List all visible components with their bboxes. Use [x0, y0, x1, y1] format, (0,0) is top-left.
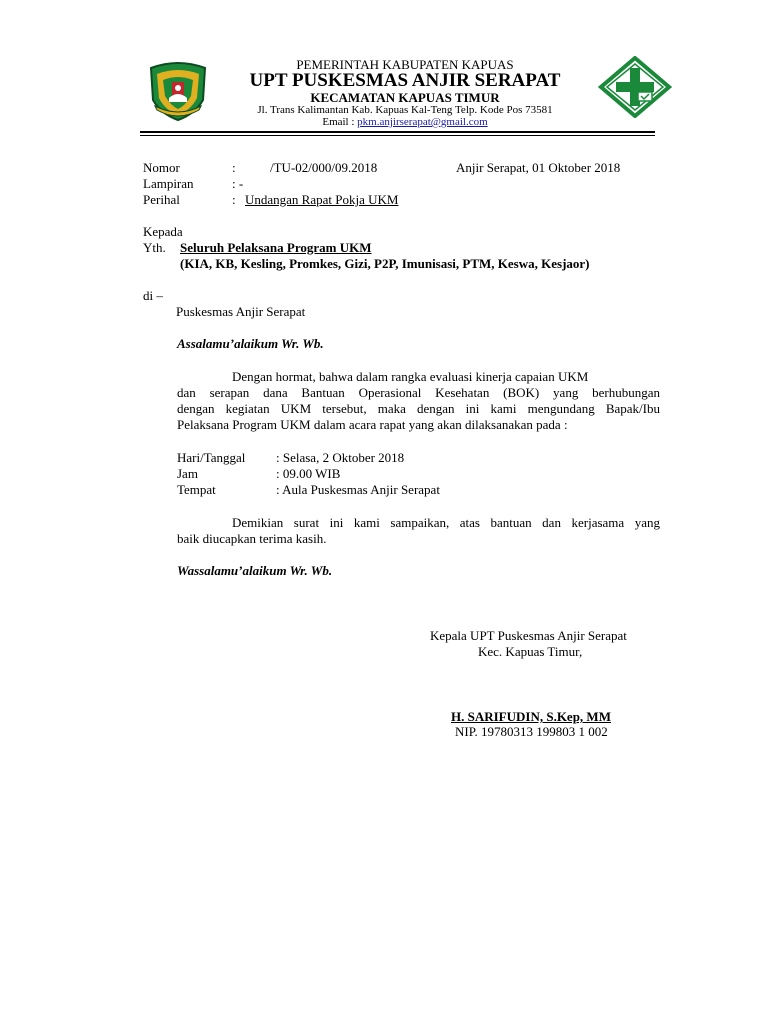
di-label: di – [143, 288, 163, 303]
lampiran-label: Lampiran [143, 176, 194, 191]
letterhead-rule-thin [140, 135, 655, 136]
detail-label-hari: Hari/Tanggal [177, 450, 246, 465]
signature-name: H. SARIFUDIN, S.Kep, MM [451, 709, 611, 724]
yth-label: Yth. [143, 240, 166, 255]
detail-value-jam: : 09.00 WIB [276, 466, 341, 481]
puskesmas-cross-logo-icon [598, 56, 672, 118]
detail-label-tempat: Tempat [177, 482, 216, 497]
para1-line3: dengan kegiatan UKM tersebut, maka dengan ini kami mengundang Bapak/Ibu [177, 401, 660, 416]
signature-title1: Kepala UPT Puskesmas Anjir Serapat [430, 628, 627, 643]
perihal-colon: : [232, 192, 236, 207]
letterhead-district: KECAMATAN KAPUAS TIMUR [310, 90, 500, 105]
signature-nip: NIP. 19780313 199803 1 002 [455, 724, 608, 739]
letterhead-rule-thick [140, 131, 655, 133]
place-date: Anjir Serapat, 01 Oktober 2018 [456, 160, 621, 175]
letterhead-org: UPT PUSKESMAS ANJIR SERAPAT [249, 70, 561, 91]
perihal-value: Undangan Rapat Pokja UKM [245, 192, 399, 207]
letterhead-email-row [210, 116, 600, 128]
lampiran-value: : - [232, 176, 244, 191]
para1-line1: Dengan hormat, bahwa dalam rangka evaluasi kinerja capaian UKM [232, 369, 589, 384]
nomor-label: Nomor [143, 160, 180, 175]
closing-line2: baik diucapkan terima kasih. [177, 531, 327, 546]
detail-value-hari: : Selasa, 2 Oktober 2018 [276, 450, 405, 465]
nomor-colon: : [232, 160, 236, 175]
detail-label-jam: Jam [177, 466, 198, 481]
recipient-place: Puskesmas Anjir Serapat [176, 304, 306, 319]
letterhead-address: Jl. Trans Kalimantan Kab. Kapuas Kal-Teng Telp. Kode Pos 73581 [257, 104, 553, 116]
farewell: Wassalamu’alaikum Wr. Wb. [177, 563, 333, 578]
perihal-label: Perihal [143, 192, 180, 207]
greeting: Assalamu’alaikum Wr. Wb. [177, 336, 324, 351]
detail-value-tempat: : Aula Puskesmas Anjir Serapat [276, 482, 440, 497]
closing-line1: Demikian surat ini kami sampaikan, atas bantuan dan kerjasama yang [232, 515, 660, 530]
recipient-line2: (KIA, KB, Kesling, Promkes, Gizi, P2P, Imunisasi, PTM, Keswa, Kesjaor) [180, 256, 590, 271]
letterhead-gov: PEMERINTAH KABUPATEN KAPUAS [296, 57, 514, 72]
regency-crest-icon [145, 60, 211, 122]
para1-line4: Pelaksana Program UKM dalam acara rapat yang akan dilaksanakan pada : [177, 417, 568, 432]
email-label: Email : [322, 116, 355, 128]
signature-title2: Kec. Kapuas Timur, [478, 644, 583, 659]
email-link[interactable]: pkm.anjirserapat@gmail.com [357, 116, 488, 128]
nomor-value: /TU-02/000/09.2018 [270, 160, 378, 175]
para1-line2: dan serapan dana Bantuan Operasional Kesehatan (BOK) yang berhubungan [177, 385, 660, 400]
recipient-line1: Seluruh Pelaksana Program UKM [180, 240, 372, 255]
kepada-label: Kepada [143, 224, 183, 239]
